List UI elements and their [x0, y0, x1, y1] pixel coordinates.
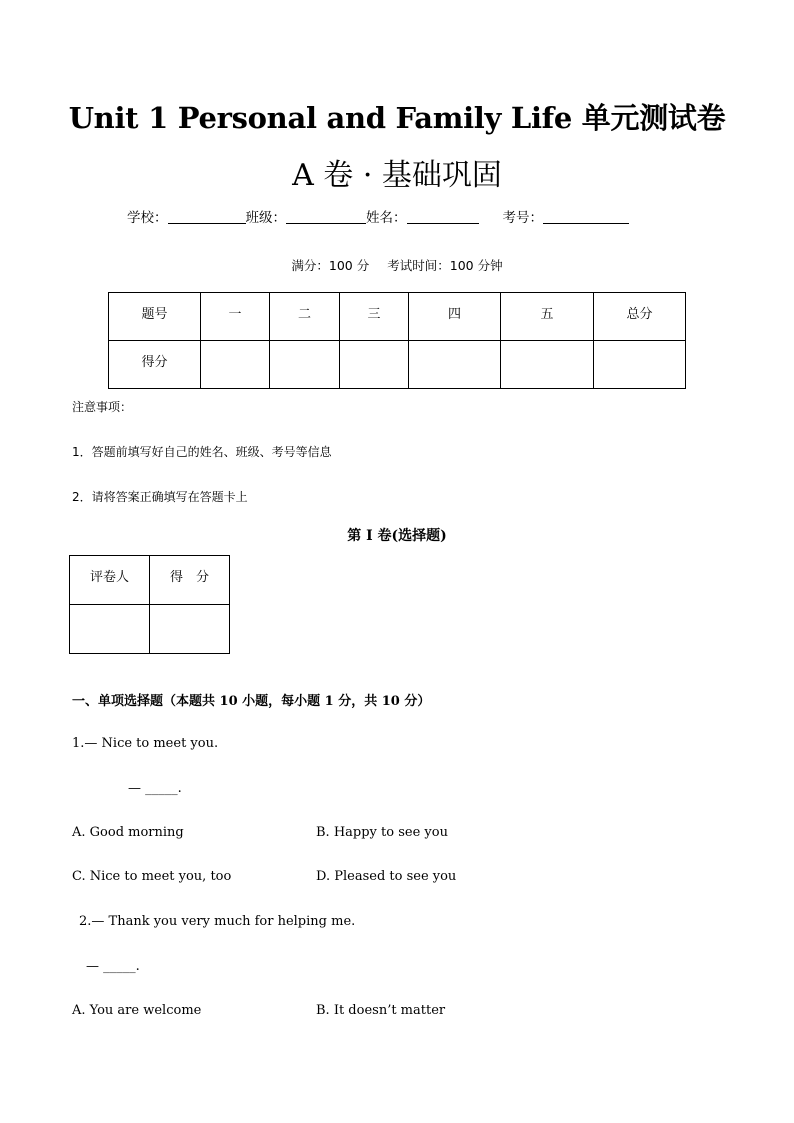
option-b[interactable]: B. Happy to see you: [316, 825, 448, 840]
score-table-row: [109, 341, 686, 389]
score-cell[interactable]: [501, 341, 594, 389]
grader-table-row: [70, 605, 230, 654]
score-cell[interactable]: [340, 341, 409, 389]
score-cell[interactable]: [201, 341, 270, 389]
question-stem: 1.— Nice to meet you.: [72, 736, 219, 751]
full-score: 满分：100 分: [291, 258, 370, 273]
exam-time: 考试时间：100 分钟: [387, 258, 503, 273]
exam-no-label: 考号：: [502, 210, 543, 226]
grader-header-cell: 得 分: [150, 556, 230, 605]
student-info-line: [127, 206, 629, 226]
notes-heading: 注意事项：: [72, 400, 133, 414]
name-label: 姓名：: [366, 210, 407, 226]
exam-meta: [0, 256, 794, 274]
score-row-label: 得分: [109, 341, 201, 389]
option-a[interactable]: A. Good morning: [72, 825, 184, 840]
score-table-header-row: [109, 293, 686, 341]
option-a[interactable]: A. You are welcome: [72, 1003, 202, 1018]
page-subtitle: A 卷 · 基础巩固: [292, 158, 502, 193]
grader-cell[interactable]: [150, 605, 230, 654]
option-b[interactable]: B. It doesn’t matter: [316, 1003, 446, 1018]
school-blank[interactable]: [168, 209, 246, 224]
grader-table: [69, 555, 230, 654]
grader-cell[interactable]: [70, 605, 150, 654]
name-blank[interactable]: [407, 209, 479, 224]
class-label: 班级：: [245, 210, 286, 226]
score-cell[interactable]: [270, 341, 340, 389]
part1-heading: 一、单项选择题（本题共 10 小题，每小题 1 分，共 10 分）: [72, 694, 431, 709]
score-table: [108, 292, 686, 389]
question-reply: — _____.: [128, 781, 182, 796]
score-header-cell: 三: [340, 293, 409, 341]
score-header-cell: 二: [270, 293, 340, 341]
grader-header-cell: 评卷人: [70, 556, 150, 605]
section-title: 第 I 卷(选择题): [347, 528, 447, 544]
score-header-cell: 题号: [109, 293, 201, 341]
exam-no-blank[interactable]: [543, 209, 629, 224]
note-item: 2．请将答案正确填写在答题卡上: [72, 490, 248, 504]
option-d[interactable]: D. Pleased to see you: [316, 869, 457, 884]
option-c[interactable]: C. Nice to meet you, too: [72, 869, 232, 884]
score-header-cell: 一: [201, 293, 270, 341]
grader-table-header-row: [70, 556, 230, 605]
score-header-cell: 四: [409, 293, 501, 341]
page-title: Unit 1 Personal and Family Life 单元测试卷: [68, 101, 726, 135]
school-label: 学校：: [127, 210, 168, 226]
score-header-cell: 五: [501, 293, 594, 341]
question-reply: — _____.: [86, 959, 140, 974]
score-header-cell: 总分: [594, 293, 686, 341]
class-blank[interactable]: [286, 209, 366, 224]
question-stem: 2.— Thank you very much for helping me.: [79, 914, 356, 929]
note-item: 1．答题前填写好自己的姓名、班级、考号等信息: [72, 445, 332, 459]
score-cell[interactable]: [409, 341, 501, 389]
score-cell[interactable]: [594, 341, 686, 389]
